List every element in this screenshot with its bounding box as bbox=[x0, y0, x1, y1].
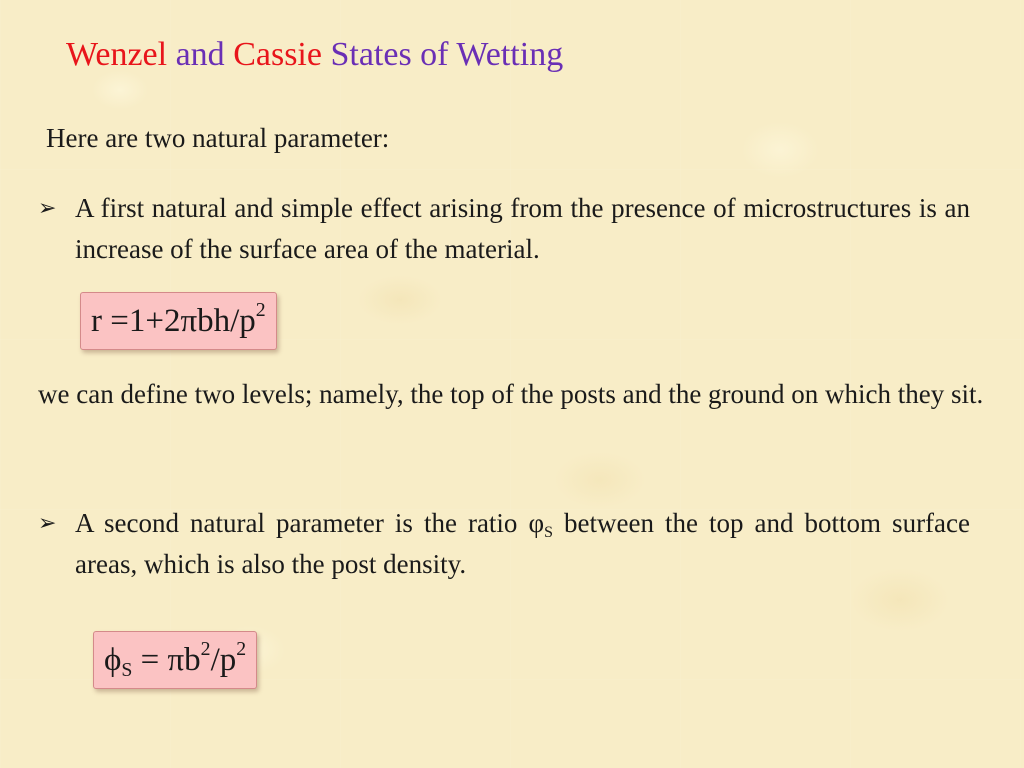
formula-density-exponent-p: 2 bbox=[236, 638, 247, 661]
formula-density-exponent-b: 2 bbox=[200, 638, 211, 661]
intro-text: Here are two natural parameter: bbox=[46, 123, 390, 153]
bullet-second-after: between the top and bottom surface areas, which is also the post density. bbox=[75, 508, 971, 579]
arrow-bullet-icon: ➢ bbox=[38, 511, 57, 536]
title-wenzel: Wenzel bbox=[66, 36, 168, 73]
title-cassie: Cassie bbox=[233, 36, 322, 73]
title-states-of-wetting: States of Wetting bbox=[321, 36, 564, 73]
formula-density-subscript: S bbox=[121, 658, 133, 681]
bullet-item-second bbox=[38, 503, 970, 585]
slide-title bbox=[66, 34, 563, 76]
bullet-item-first bbox=[38, 188, 970, 270]
formula-roughness-box bbox=[80, 292, 277, 350]
arrow-bullet-icon: ➢ bbox=[38, 196, 57, 221]
bullet-text-second bbox=[75, 503, 970, 585]
paragraph-two-levels: we can define two levels; namely, the top of the posts and the ground on which they sit. bbox=[38, 379, 984, 409]
formula-post-density-box bbox=[93, 631, 257, 689]
formula-density-tail: /p bbox=[210, 642, 237, 678]
bullet-second-before: A second natural parameter is the ratio φ bbox=[75, 508, 545, 538]
formula-roughness-exponent: 2 bbox=[255, 299, 266, 322]
title-and: and bbox=[167, 36, 234, 73]
formula-roughness-main: r =1+2πbh/p bbox=[91, 303, 256, 339]
formula-density-middle: = πb bbox=[132, 642, 201, 678]
bullet-text-first: A first natural and simple effect arising from the presence of microstructures is an increase of the surface area of the material. bbox=[75, 193, 970, 264]
bullet-second-subscript: S bbox=[544, 522, 554, 541]
formula-density-symbol: ϕ bbox=[104, 642, 122, 678]
